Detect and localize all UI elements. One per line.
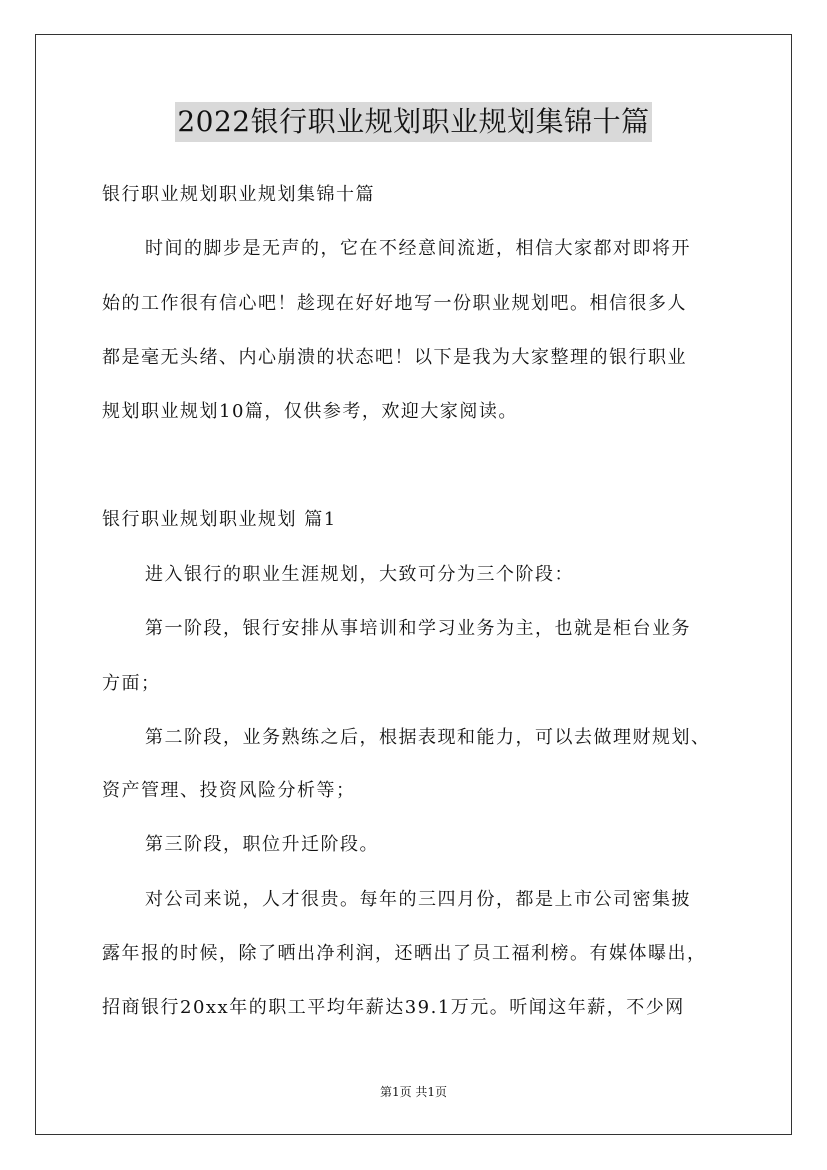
section-line-9: 招商银行20xx年的职工平均年薪达39.1万元。听闻这年薪，不少网 xyxy=(102,997,685,1018)
section-heading: 银行职业规划职业规划 篇1 xyxy=(102,509,337,530)
section-line-6: 第三阶段，职位升迁阶段。 xyxy=(145,834,379,855)
document-title: 2022银行职业规划职业规划集锦十篇 xyxy=(175,102,651,142)
document-subtitle: 银行职业规划职业规划集锦十篇 xyxy=(102,184,375,205)
intro-line-4: 规划职业规划10篇，仅供参考，欢迎大家阅读。 xyxy=(102,401,518,422)
section-line-3: 方面； xyxy=(102,673,161,694)
page-footer: 第1页 共1页 xyxy=(379,1085,448,1099)
section-line-1: 进入银行的职业生涯规划，大致可分为三个阶段： xyxy=(145,564,574,585)
section-line-2: 第一阶段，银行安排从事培训和学习业务为主，也就是柜台业务 xyxy=(145,618,691,639)
section-line-7: 对公司来说，人才很贵。每年的三四月份，都是上市公司密集披 xyxy=(145,889,691,910)
intro-line-2: 始的工作很有信心吧！趁现在好好地写一份职业规划吧。相信很多人 xyxy=(102,293,687,314)
section-line-5: 资产管理、投资风险分析等； xyxy=(102,780,356,801)
title-container xyxy=(0,102,827,142)
intro-line-1: 时间的脚步是无声的，它在不经意间流逝，相信大家都对即将开 xyxy=(145,238,691,259)
intro-line-3: 都是毫无头绪、内心崩溃的状态吧！以下是我为大家整理的银行职业 xyxy=(102,347,687,368)
section-line-8: 露年报的时候，除了晒出净利润，还晒出了员工福利榜。有媒体曝出， xyxy=(102,943,707,964)
section-line-4: 第二阶段，业务熟练之后，根据表现和能力，可以去做理财规划、 xyxy=(145,727,711,748)
